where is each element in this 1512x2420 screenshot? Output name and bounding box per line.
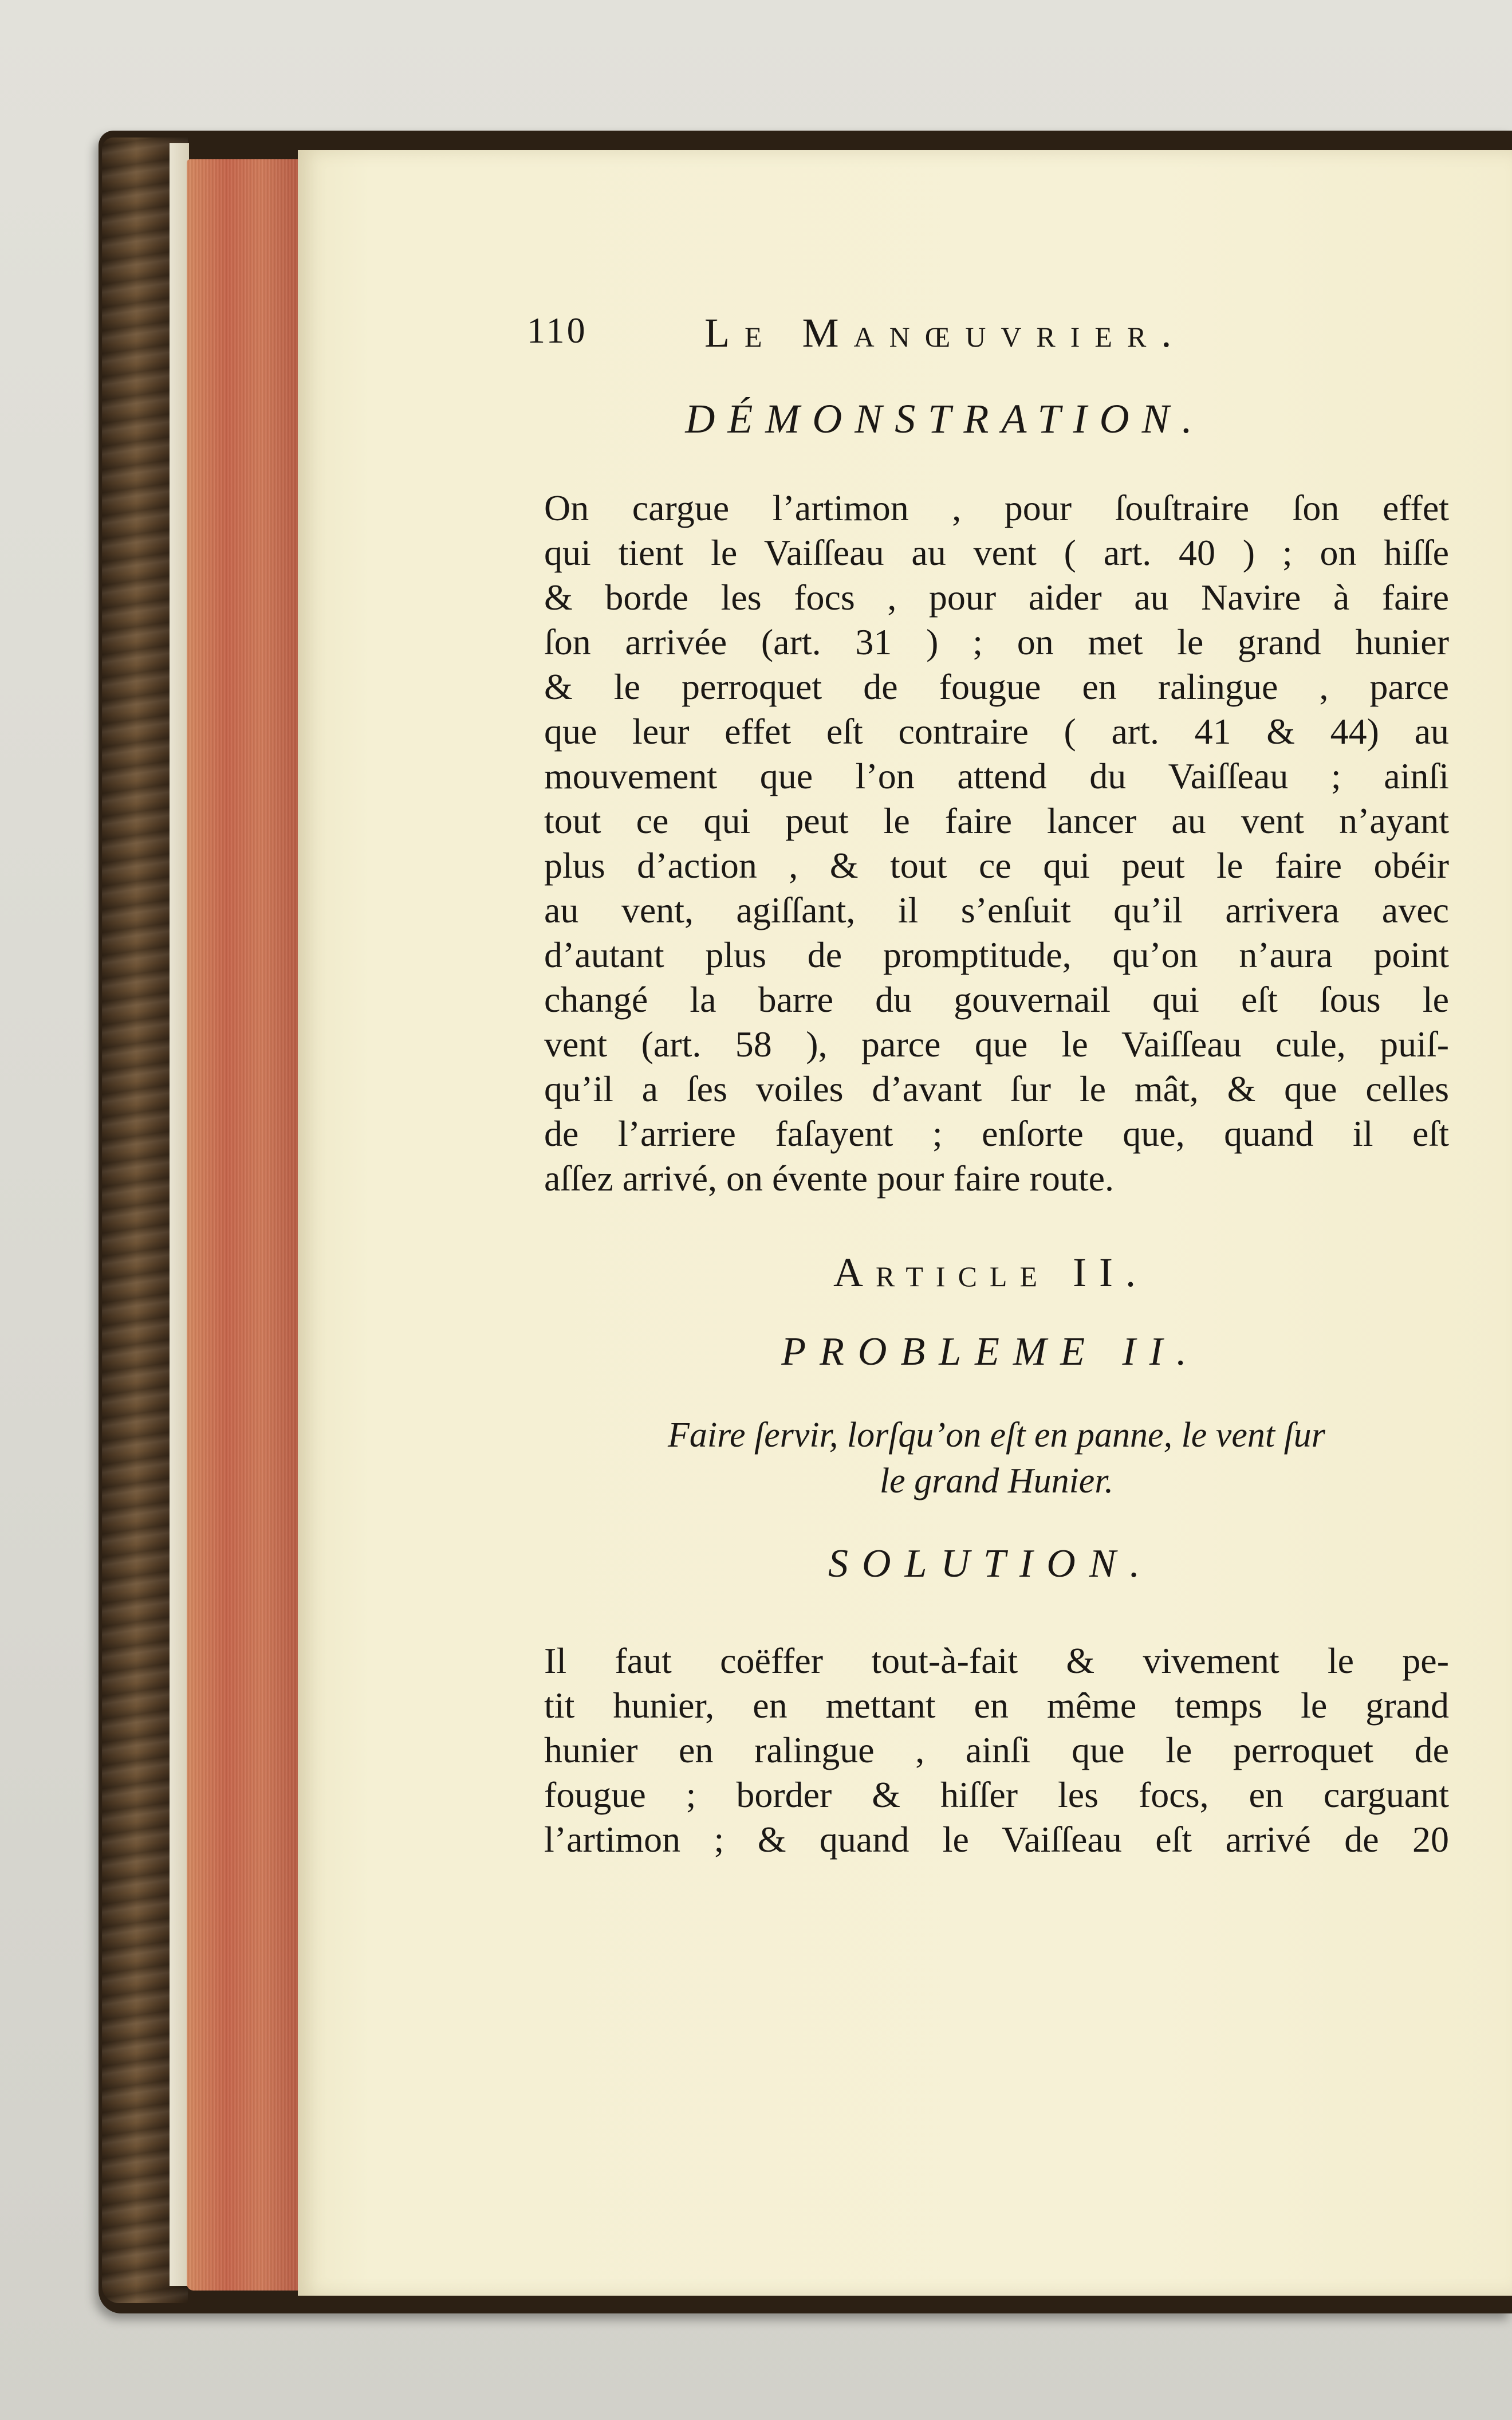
text-line: hunier en ralingue , ainſi que le perroquet de: [544, 1730, 1449, 1770]
text-line: que leur effet eſt contraire ( art. 41 & 44) au: [544, 711, 1449, 752]
text-line: l’artimon ; & quand le Vaiſſeau eſt arrivé de 20: [544, 1819, 1449, 1860]
text-line: changé la barre du gouvernail qui eſt ſous le: [544, 979, 1449, 1020]
text-line: ſon arrivée (art. 31 ) ; on met le grand hunier: [544, 622, 1449, 662]
page-number: 110: [527, 310, 588, 351]
text-line: tit hunier, en mettant en même temps le grand: [544, 1685, 1449, 1726]
solution-paragraph: [544, 1639, 1449, 1862]
text-line: d’autant plus de promptitude, qu’on n’aura point: [544, 934, 1449, 975]
text-line: fougue ; border & hiſſer les focs, en carguant: [544, 1774, 1449, 1815]
statement-line: le grand Hunier.: [879, 1462, 1114, 1500]
text-line: & borde les focs , pour aider au Navire à faire: [544, 577, 1449, 618]
text-line: de l’arriere faſayent ; enſorte que, quand il eſt: [544, 1113, 1449, 1154]
text-line: au vent, agiſſant, il s’enſuit qu’il arrivera avec: [544, 890, 1449, 930]
book-page: [298, 150, 1512, 2296]
article-heading: Article II.: [833, 1250, 1148, 1295]
demonstration-heading: DÉMONSTRATION.: [685, 396, 1205, 442]
statement-line: Faire ſervir, lorſqu’on eſt en panne, le vent ſur: [668, 1416, 1325, 1455]
probleme-heading: PROBLEME II.: [781, 1330, 1200, 1374]
text-line: tout ce qui peut le faire lancer au vent n’ayant: [544, 800, 1449, 841]
red-fore-edge: [187, 159, 301, 2291]
text-line: vent (art. 58 ), parce que le Vaiſſeau cule, puiſ-: [544, 1024, 1449, 1064]
text-line: aſſez arrivé, on évente pour faire route.: [544, 1158, 1115, 1199]
running-header: [527, 309, 1455, 361]
text-line: qu’il a ſes voiles d’avant ſur le mât, & que celles: [544, 1068, 1449, 1109]
text-line: plus d’action , & tout ce qui peut le faire obéir: [544, 845, 1449, 886]
demonstration-paragraph: [544, 486, 1449, 1201]
page-edge: [170, 143, 189, 2286]
text-line: mouvement que l’on attend du Vaiſſeau ; ainſi: [544, 756, 1449, 796]
text-line: & le perroquet de fougue en ralingue , parce: [544, 666, 1449, 707]
running-title: Le Manœuvrier.: [704, 310, 1187, 356]
text-line: On cargue l’artimon , pour ſouſtraire ſon effet: [544, 488, 1449, 528]
text-line: Il faut coëffer tout-à-fait & vivement le pe-: [544, 1640, 1449, 1681]
problem-statement: [573, 1412, 1420, 1504]
solution-heading: SOLUTION.: [828, 1542, 1154, 1586]
text-line: qui tient le Vaiſſeau au vent ( art. 40 ) ; on hiſſe: [544, 532, 1449, 573]
